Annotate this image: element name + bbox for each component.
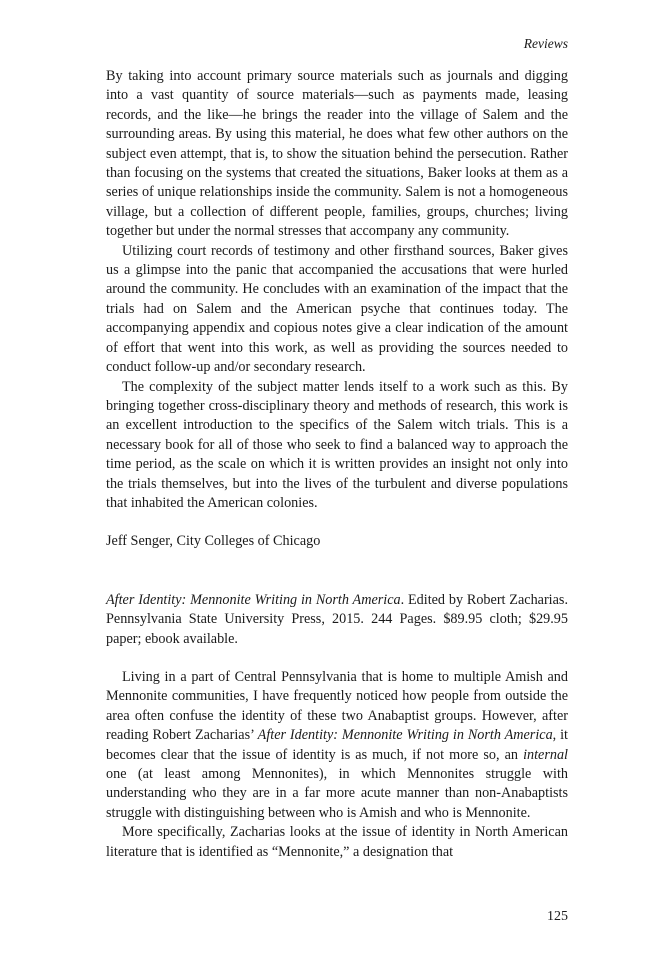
text-run: Living in a part of Central Pennsylvania that is home to multiple Amish and Mennonite communities, I have frequently noticed how people from outside the area often confuse the identity of these two Anabaptist groups. However, after reading Robert Zacharias’ xyxy=(106,668,568,744)
review-paragraph: Utilizing court records of testimony and other firsthand sources, Baker gives us a glimpse into the panic that accompanied the accusations that were hurled around the community. He concludes with an examination of the impact that the trials had on Salem and the American psyche that continues today. The accompanying appendix and copious notes give a clear indication of the amount of effort that went into this work, as well as providing the sources needed to conduct follow-up and/or secondary research. xyxy=(106,242,568,376)
page-number: 125 xyxy=(547,909,568,924)
book-citation xyxy=(106,591,568,649)
text-run: one (at least among Mennonites), in which Mennonites struggle with understanding who they are in a far more acute manner than non-Anabaptists struggle with distinguishing between who is Amish and who is Mennonite. xyxy=(106,766,568,821)
book-title: After Identity: Mennonite Writing in North America xyxy=(106,591,401,608)
reviewer-signature: Jeff Senger, City Colleges of Chicago xyxy=(106,533,321,550)
citation-details: . Edited by Robert Zacharias. Pennsylvania State University Press, 2015. 244 Pages. $89.95 cloth; $29.95 paper; ebook available. xyxy=(106,591,568,647)
review-paragraph: By taking into account primary source materials such as journals and digging into a vast quantity of source materials—such as payments made, leasing records, and the like—he brings the reader into the village of Salem and the surrounding areas. By using this material, he does what few other authors on the subject even attempt, that is, to show the situation behind the persecution. Rather than focusing on the systems that created the situations, Baker looks at them as a series of unique relationships inside the community. Salem is not a homogeneous village, but a collection of different people, families, groups, churches; living together but under the normal stresses that accompany any community. xyxy=(106,68,568,240)
page-body xyxy=(106,67,568,862)
review-paragraph: More specifically, Zacharias looks at the issue of identity in North American literature that is identified as “Mennonite,” a designation that xyxy=(106,824,568,860)
italic-book-title: After Identity: Mennonite Writing in North America xyxy=(257,727,553,744)
review-paragraph xyxy=(106,668,568,823)
italic-emphasis: internal xyxy=(523,746,568,763)
running-head: Reviews xyxy=(523,36,568,51)
review-paragraph: The complexity of the subject matter lends itself to a work such as this. By bringing together cross-disciplinary theory and methods of research, this work is an excellent introduction to the specifics of the Salem witch trials. This is a necessary book for all of those who seek to find a balanced way to approach the time period, as the scale on which it is written provides an insight not only into the trials themselves, but into the lives of the turbulent and diverse populations that inhabited the American colonies. xyxy=(106,378,568,511)
text-run: , it becomes clear that the issue of identity is as much, if not more so, an xyxy=(106,727,568,763)
